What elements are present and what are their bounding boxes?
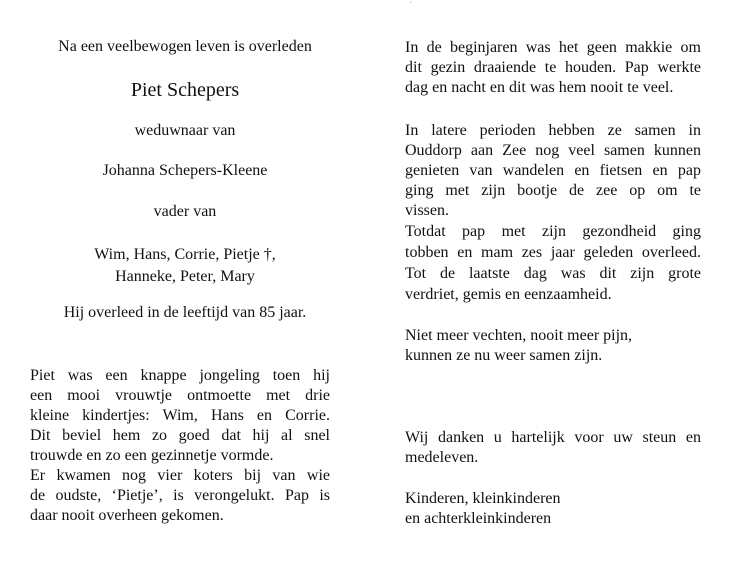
text-line: dag en nacht en dit was hem nooit te veel. (405, 79, 674, 96)
deceased-name: Piet Schepers (130, 79, 240, 101)
text-line: genieten van wandelen en fietsen en pap (405, 162, 701, 179)
story-line: een mooi vrouwtje ontmoette met drie (30, 387, 330, 404)
text-line: tobben en mam zes jaar geleden overleed. (405, 244, 701, 261)
widower-of-label: weduwnaar van (134, 122, 236, 139)
children-line-2: Hanneke, Peter, Mary (115, 268, 255, 285)
text-line: Wij danken u hartelijk voor uw steun en (405, 429, 701, 446)
signoff-line: en achterkleinkinderen (405, 510, 552, 527)
signoff-line: Kinderen, kleinkinderen (405, 490, 561, 507)
story-line: Dit beviel hem zo goed dat hij al snel (30, 427, 330, 444)
children-line-1: Wim, Hans, Corrie, Pietje †, (94, 246, 276, 263)
intro-text: Na een veelbewogen leven is overleden (58, 38, 312, 55)
story-line: Er kwamen nog vier koters bij van wie (30, 467, 330, 484)
text-line: verdriet, gemis en eenzaamheid. (405, 286, 612, 303)
story-line: daar nooit overheen gekomen. (30, 507, 224, 524)
text-line: In de beginjaren was het geen makkie om (405, 39, 701, 56)
story-line: trouwde en zo een gezinnetje vormde. (30, 447, 274, 464)
text-line: Tot de laatste dag was dit zijn grote (405, 265, 701, 282)
scan-mark: ʼ (409, 0, 413, 11)
age-line: Hij overleed in de leeftijd van 85 jaar. (63, 304, 307, 321)
text-line: Niet meer vechten, nooit meer pijn, (405, 327, 633, 344)
text-line: ging met zijn bootje de zee op om te (405, 182, 701, 199)
text-line: kunnen ze nu weer samen zijn. (405, 347, 603, 364)
text-line: In latere perioden hebben ze samen in (405, 122, 701, 139)
story-line: Piet was een knappe jongeling toen hij (30, 367, 330, 384)
text-line: Totdat pap met zijn gezondheid ging (405, 223, 701, 240)
text-line: medeleven. (405, 449, 479, 466)
text-line: Ouddorp aan Zee nog veel samen kunnen (405, 142, 701, 159)
spouse-name: Johanna Schepers-Kleene (102, 162, 268, 179)
father-of-label: vader van (153, 203, 217, 220)
story-line: de oudste, ‘Pietje’, is verongelukt. Pap is (30, 487, 330, 504)
text-line: dit gezin draaiende te houden. Pap werkte (405, 59, 701, 76)
text-line: vissen. (405, 202, 449, 219)
story-line: kleine kindertjes: Wim, Hans en Corrie. (30, 407, 330, 424)
